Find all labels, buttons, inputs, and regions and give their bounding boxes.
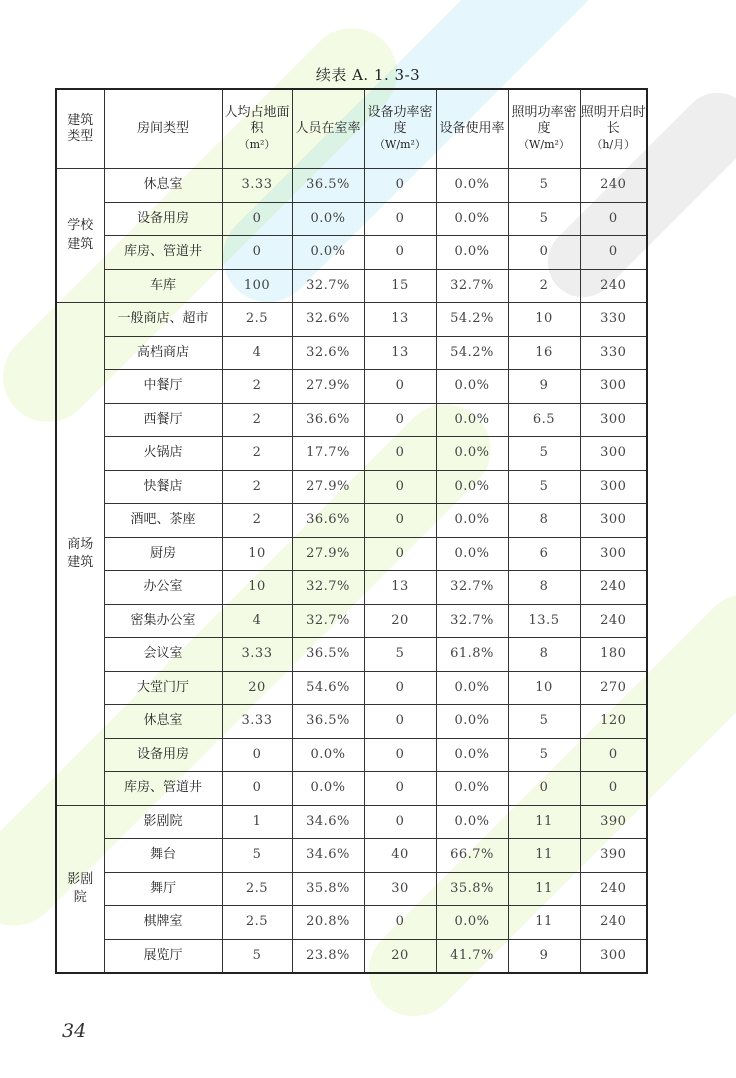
value-cell: 20 (222, 671, 292, 705)
value-cell: 0.0% (436, 236, 508, 270)
value-cell: 330 (580, 336, 647, 370)
value-cell: 180 (580, 638, 647, 672)
table-row (56, 437, 647, 471)
value-cell: 11 (508, 872, 580, 906)
value-cell: 1 (222, 805, 292, 839)
value-cell: 2 (222, 504, 292, 538)
value-cell: 4 (222, 336, 292, 370)
value-cell: 5 (508, 705, 580, 739)
table-row (56, 638, 647, 672)
value-cell: 300 (580, 537, 647, 571)
value-cell: 40 (364, 839, 436, 873)
value-cell: 32.7% (292, 269, 364, 303)
value-cell: 240 (580, 169, 647, 203)
value-cell: 8 (508, 504, 580, 538)
value-cell: 0 (364, 738, 436, 772)
value-cell: 0.0% (292, 738, 364, 772)
table-row (56, 303, 647, 337)
room-type-cell: 酒吧、茶座 (104, 504, 222, 538)
value-cell: 0 (364, 772, 436, 806)
value-cell: 6.5 (508, 403, 580, 437)
value-cell: 0.0% (292, 236, 364, 270)
table-row (56, 537, 647, 571)
col-header-area: 人均占地面积 （m²） (222, 89, 292, 169)
value-cell: 27.9% (292, 370, 364, 404)
page-number: 34 (62, 1020, 87, 1042)
value-cell: 0 (364, 169, 436, 203)
room-type-cell: 设备用房 (104, 738, 222, 772)
value-cell: 0 (364, 370, 436, 404)
value-cell: 0 (364, 805, 436, 839)
value-cell: 0 (364, 537, 436, 571)
value-cell: 41.7% (436, 939, 508, 973)
value-cell: 11 (508, 805, 580, 839)
value-cell: 300 (580, 403, 647, 437)
value-cell: 5 (508, 738, 580, 772)
table-row (56, 169, 647, 203)
value-cell: 23.8% (292, 939, 364, 973)
value-cell: 0 (580, 236, 647, 270)
value-cell: 32.7% (436, 604, 508, 638)
room-type-cell: 办公室 (104, 571, 222, 605)
value-cell: 240 (580, 872, 647, 906)
value-cell: 0.0% (436, 437, 508, 471)
value-cell: 0 (364, 437, 436, 471)
value-cell: 15 (364, 269, 436, 303)
value-cell: 0 (580, 202, 647, 236)
value-cell: 0 (580, 772, 647, 806)
room-type-cell: 火锅店 (104, 437, 222, 471)
value-cell: 0 (364, 504, 436, 538)
value-cell: 2 (222, 437, 292, 471)
room-type-cell: 会议室 (104, 638, 222, 672)
value-cell: 0.0% (436, 202, 508, 236)
value-cell: 0.0% (436, 705, 508, 739)
value-cell: 0.0% (436, 470, 508, 504)
value-cell: 5 (222, 839, 292, 873)
table-row (56, 370, 647, 404)
value-cell: 5 (364, 638, 436, 672)
value-cell: 0 (222, 772, 292, 806)
col-header-occupancy: 人员在室率 (292, 89, 364, 169)
value-cell: 34.6% (292, 839, 364, 873)
room-type-cell: 舞台 (104, 839, 222, 873)
value-cell: 36.5% (292, 638, 364, 672)
value-cell: 32.6% (292, 336, 364, 370)
table-row (56, 236, 647, 270)
value-cell: 390 (580, 805, 647, 839)
table-row (56, 604, 647, 638)
col-header-light-density: 照明功率密度 （W/m²） (508, 89, 580, 169)
value-cell: 10 (222, 571, 292, 605)
room-type-cell: 高档商店 (104, 336, 222, 370)
value-cell: 6 (508, 537, 580, 571)
value-cell: 5 (222, 939, 292, 973)
value-cell: 16 (508, 336, 580, 370)
value-cell: 11 (508, 906, 580, 940)
value-cell: 32.7% (292, 571, 364, 605)
value-cell: 240 (580, 269, 647, 303)
value-cell: 54.2% (436, 303, 508, 337)
col-header-equip-density: 设备功率密度 （W/m²） (364, 89, 436, 169)
value-cell: 36.5% (292, 169, 364, 203)
room-type-cell: 快餐店 (104, 470, 222, 504)
value-cell: 240 (580, 571, 647, 605)
value-cell: 0 (364, 906, 436, 940)
value-cell: 2.5 (222, 303, 292, 337)
value-cell: 20.8% (292, 906, 364, 940)
building-category-cell: 学校 建筑 (56, 169, 104, 303)
room-type-cell: 密集办公室 (104, 604, 222, 638)
value-cell: 300 (580, 939, 647, 973)
value-cell: 2 (222, 370, 292, 404)
value-cell: 0 (364, 403, 436, 437)
value-cell: 390 (580, 839, 647, 873)
room-type-cell: 厨房 (104, 537, 222, 571)
value-cell: 0.0% (436, 906, 508, 940)
value-cell: 300 (580, 470, 647, 504)
value-cell: 36.5% (292, 705, 364, 739)
value-cell: 20 (364, 604, 436, 638)
value-cell: 4 (222, 604, 292, 638)
room-type-cell: 休息室 (104, 705, 222, 739)
value-cell: 20 (364, 939, 436, 973)
table-row (56, 403, 647, 437)
table-row (56, 939, 647, 973)
value-cell: 2 (222, 403, 292, 437)
value-cell: 13 (364, 303, 436, 337)
value-cell: 5 (508, 202, 580, 236)
value-cell: 0 (364, 202, 436, 236)
value-cell: 5 (508, 437, 580, 471)
value-cell: 0.0% (436, 772, 508, 806)
value-cell: 54.2% (436, 336, 508, 370)
value-cell: 0.0% (436, 370, 508, 404)
table-row (56, 571, 647, 605)
table-row (56, 336, 647, 370)
table-row (56, 772, 647, 806)
col-header-building-type: 建筑 类型 (56, 89, 104, 169)
table-row (56, 269, 647, 303)
value-cell: 2.5 (222, 906, 292, 940)
room-type-cell: 展览厅 (104, 939, 222, 973)
value-cell: 11 (508, 839, 580, 873)
value-cell: 330 (580, 303, 647, 337)
table-row (56, 805, 647, 839)
room-type-cell: 大堂门厅 (104, 671, 222, 705)
value-cell: 35.8% (436, 872, 508, 906)
value-cell: 0.0% (436, 738, 508, 772)
value-cell: 3.33 (222, 169, 292, 203)
value-cell: 240 (580, 604, 647, 638)
value-cell: 32.7% (436, 571, 508, 605)
value-cell: 8 (508, 571, 580, 605)
value-cell: 0 (508, 236, 580, 270)
value-cell: 0 (222, 738, 292, 772)
value-cell: 30 (364, 872, 436, 906)
value-cell: 240 (580, 906, 647, 940)
value-cell: 32.7% (436, 269, 508, 303)
table-row (56, 872, 647, 906)
header-row (56, 89, 647, 169)
value-cell: 120 (580, 705, 647, 739)
value-cell: 61.8% (436, 638, 508, 672)
value-cell: 36.6% (292, 403, 364, 437)
value-cell: 9 (508, 370, 580, 404)
value-cell: 10 (222, 537, 292, 571)
value-cell: 32.6% (292, 303, 364, 337)
value-cell: 10 (508, 671, 580, 705)
value-cell: 0 (508, 772, 580, 806)
table-row (56, 839, 647, 873)
value-cell: 0 (364, 236, 436, 270)
table-row (56, 906, 647, 940)
table-title: 续表 A. 1. 3-3 (315, 66, 421, 84)
value-cell: 54.6% (292, 671, 364, 705)
building-category-cell: 影剧 院 (56, 805, 104, 973)
value-cell: 66.7% (436, 839, 508, 873)
room-type-cell: 一般商店、超市 (104, 303, 222, 337)
value-cell: 0 (222, 202, 292, 236)
room-type-cell: 影剧院 (104, 805, 222, 839)
value-cell: 300 (580, 437, 647, 471)
value-cell: 5 (508, 169, 580, 203)
value-cell: 9 (508, 939, 580, 973)
value-cell: 13 (364, 336, 436, 370)
room-type-cell: 棋牌室 (104, 906, 222, 940)
room-type-cell: 休息室 (104, 169, 222, 203)
value-cell: 0 (364, 671, 436, 705)
value-cell: 32.7% (292, 604, 364, 638)
room-type-cell: 库房、管道井 (104, 236, 222, 270)
value-cell: 35.8% (292, 872, 364, 906)
value-cell: 2.5 (222, 872, 292, 906)
value-cell: 270 (580, 671, 647, 705)
value-cell: 0 (222, 236, 292, 270)
value-cell: 13.5 (508, 604, 580, 638)
table-row (56, 504, 647, 538)
table-row (56, 202, 647, 236)
room-type-cell: 车库 (104, 269, 222, 303)
value-cell: 0 (364, 705, 436, 739)
value-cell: 0 (364, 470, 436, 504)
room-type-cell: 中餐厅 (104, 370, 222, 404)
value-cell: 2 (508, 269, 580, 303)
room-type-cell: 库房、管道井 (104, 772, 222, 806)
value-cell: 27.9% (292, 537, 364, 571)
value-cell: 0.0% (292, 772, 364, 806)
value-cell: 5 (508, 470, 580, 504)
value-cell: 0.0% (436, 403, 508, 437)
table-row (56, 470, 647, 504)
room-type-cell: 舞厅 (104, 872, 222, 906)
col-header-light-hours: 照明开启时长 （h/月） (580, 89, 647, 169)
value-cell: 300 (580, 504, 647, 538)
room-type-cell: 设备用房 (104, 202, 222, 236)
table-row (56, 671, 647, 705)
value-cell: 0.0% (436, 504, 508, 538)
building-category-cell: 商场 建筑 (56, 303, 104, 806)
value-cell: 17.7% (292, 437, 364, 471)
value-cell: 0.0% (436, 671, 508, 705)
value-cell: 8 (508, 638, 580, 672)
value-cell: 10 (508, 303, 580, 337)
value-cell: 0.0% (436, 805, 508, 839)
value-cell: 34.6% (292, 805, 364, 839)
table-body (56, 169, 647, 974)
col-header-equip-use: 设备使用率 (436, 89, 508, 169)
value-cell: 3.33 (222, 638, 292, 672)
data-table (55, 88, 648, 974)
value-cell: 100 (222, 269, 292, 303)
value-cell: 3.33 (222, 705, 292, 739)
value-cell: 13 (364, 571, 436, 605)
table-row (56, 705, 647, 739)
value-cell: 27.9% (292, 470, 364, 504)
col-header-room-type: 房间类型 (104, 89, 222, 169)
value-cell: 2 (222, 470, 292, 504)
value-cell: 0.0% (292, 202, 364, 236)
value-cell: 300 (580, 370, 647, 404)
room-type-cell: 西餐厅 (104, 403, 222, 437)
value-cell: 0 (580, 738, 647, 772)
value-cell: 0.0% (436, 169, 508, 203)
value-cell: 36.6% (292, 504, 364, 538)
table-row (56, 738, 647, 772)
value-cell: 0.0% (436, 537, 508, 571)
